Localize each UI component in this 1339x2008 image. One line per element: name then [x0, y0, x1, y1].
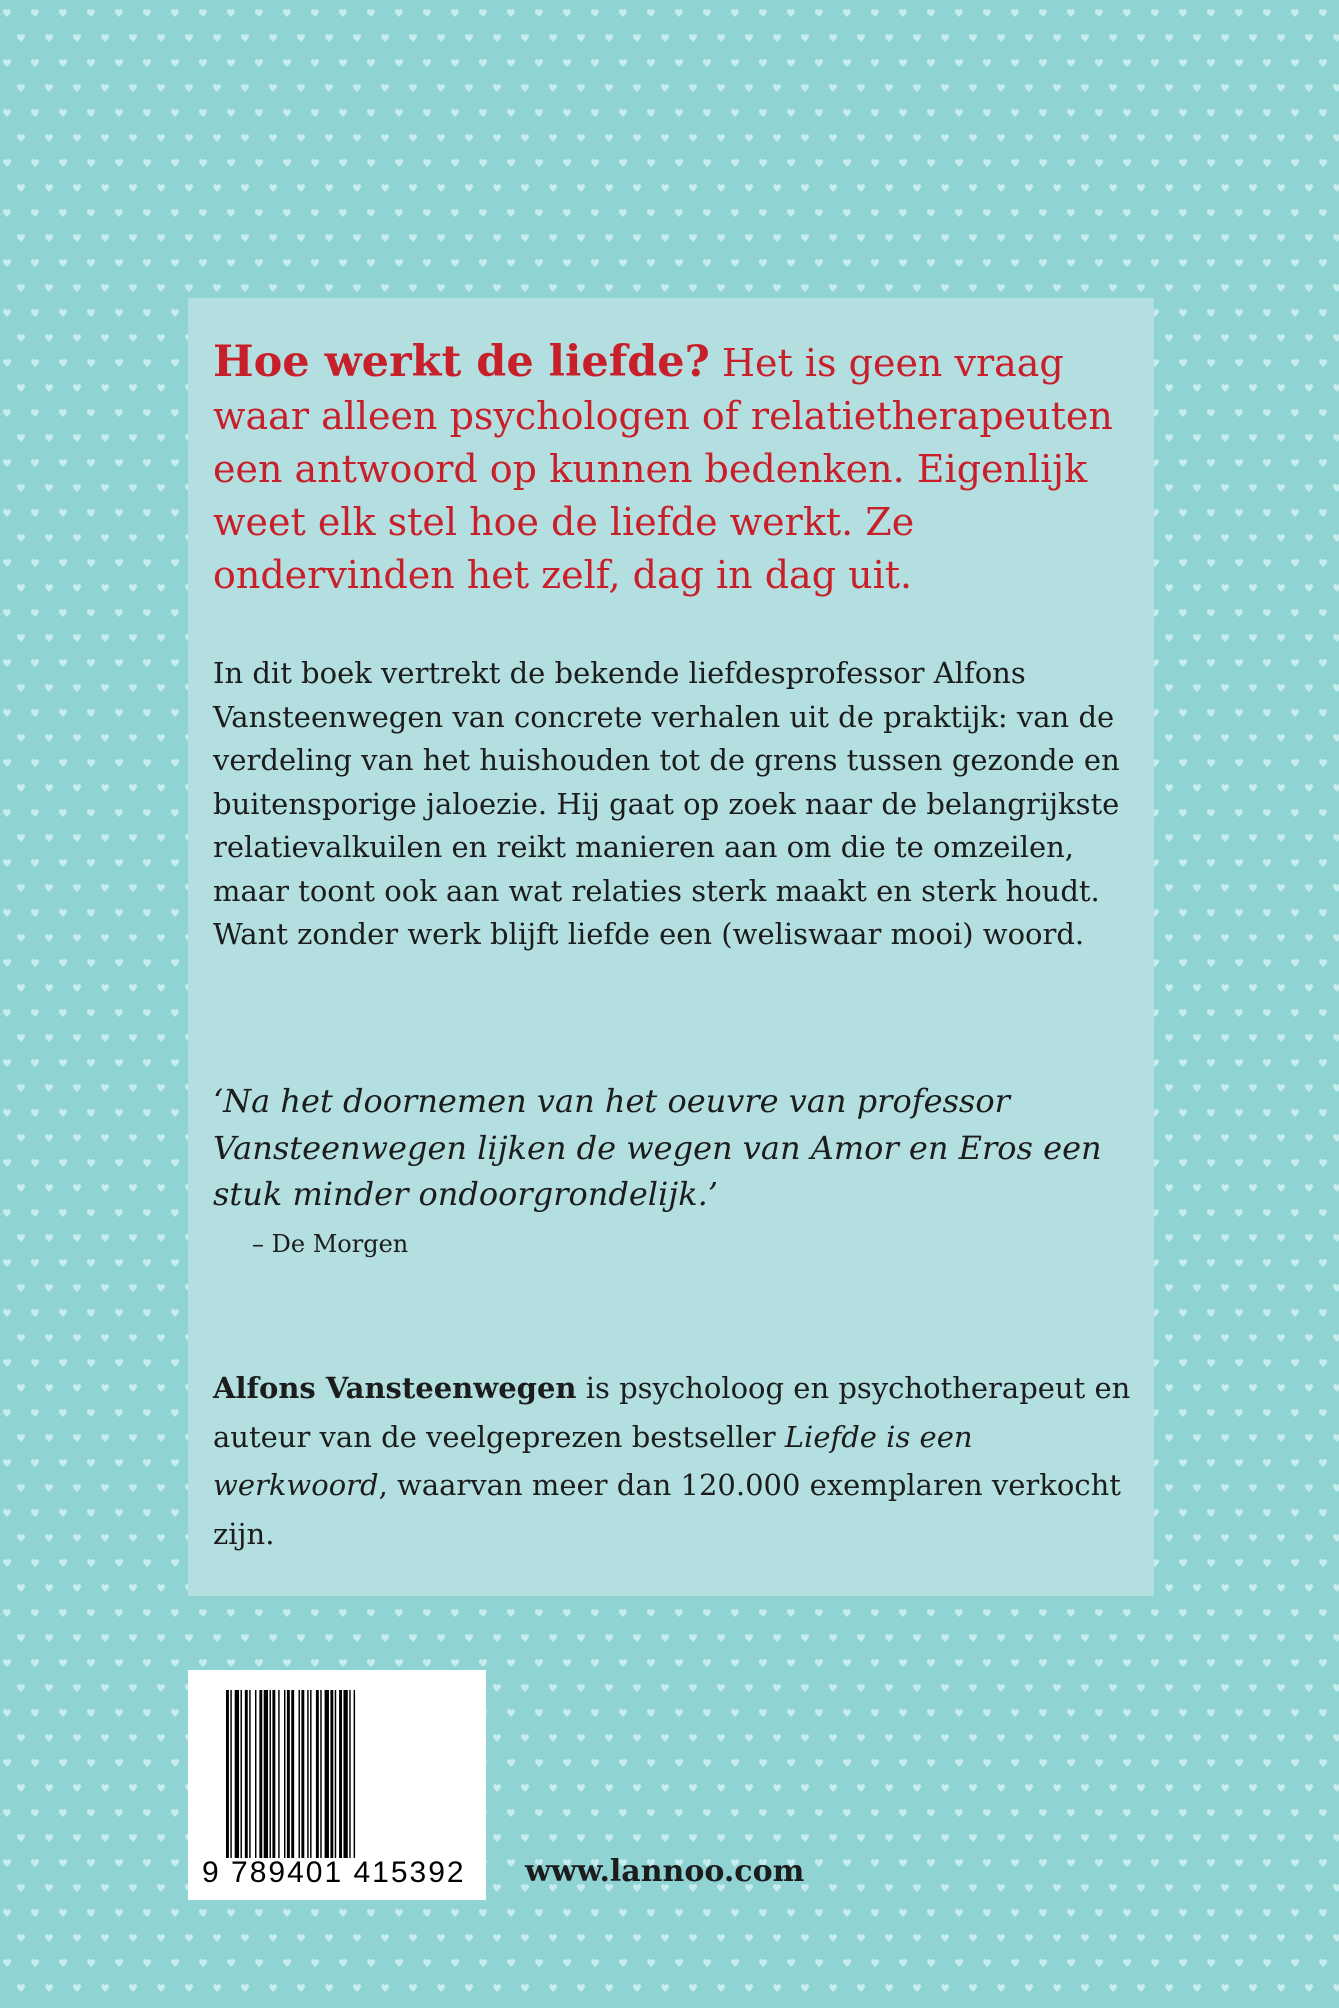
bio-text-1: is psycholoog en psychotherapeut en auteur van de veelgeprezen bestseller	[213, 1371, 1131, 1454]
barcode-icon	[226, 1690, 466, 1858]
quote-source: – De Morgen	[252, 1230, 409, 1258]
publisher-website[interactable]: www.lannoo.com	[525, 1854, 805, 1889]
book-title: Liefde is een werkwoord	[213, 1419, 973, 1502]
intro-text: Het is geen vraag waar alleen psychologen of relatietherapeuten een antwoord op kunnen bedenken. Eigenlijk weet elk stel hoe de liefde werkt. Ze ondervinden het zelf, dag in dag uit.	[213, 341, 1113, 597]
author-name: Alfons Vansteenwegen	[213, 1371, 577, 1405]
description-paragraph: In dit boek vertrekt de bekende liefdesprofessor Alfons Vansteenwegen van concrete verhalen uit de praktijk: van de verdeling van het huishouden tot de grens tussen gezonde en buitensporige jaloezie. Hij gaat op zoek naar de belangrijkste relatievalkuilen en reikt manieren aan om die te omzeilen, maar toont ook aan wat relaties sterk maakt en sterk houdt. Want zonder werk blijft liefde een (weliswaar mooi) woord.	[213, 656, 1120, 951]
barcode-label	[188, 1670, 486, 1900]
isbn-number: 9 789401 415392	[202, 1856, 466, 1889]
intro-lead-question: Hoe werkt de liefde?	[213, 337, 710, 387]
bio-text-2: , waarvan meer dan 120.000 exemplaren verkocht zijn.	[213, 1468, 1121, 1551]
author-bio	[213, 1364, 1143, 1558]
review-quote: ‘Na het doornemen van het oeuvre van professor Vansteenwegen lijken de wegen van Amor en Eros een stuk minder ondoorgrondelijk.’	[213, 1082, 1102, 1213]
intro-paragraph	[213, 336, 1143, 602]
